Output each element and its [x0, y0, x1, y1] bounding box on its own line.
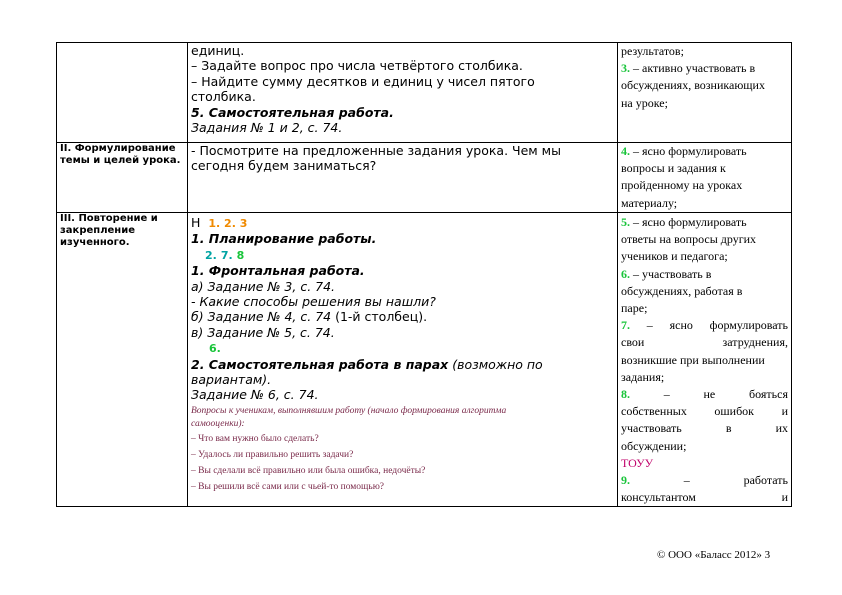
selfcheck-question: – Вы решили всё сами или с чьей-то помощью? [191, 481, 385, 492]
lesson-table [56, 42, 792, 507]
stage-label: III. Повторение и закрепление изученного. [60, 213, 158, 248]
content-line: – Задайте вопрос про числа четвёртого столбика. [191, 58, 523, 74]
content-cell [188, 143, 618, 213]
task-line: - Какие способы решения вы нашли? [191, 294, 436, 310]
result-number: 4. [621, 144, 630, 158]
section-heading: 5. Самостоятельная работа. [191, 104, 394, 120]
page-footer: © ООО «Баласс 2012» 3 [657, 549, 771, 561]
result-line: обсуждениях, возникающих [621, 78, 765, 93]
result-line: 7. – ясно формулировать [621, 318, 788, 333]
result-line: обсуждениях, работая в [621, 283, 743, 298]
result-number: 3. [621, 61, 630, 76]
stage-cell [57, 43, 188, 143]
result-line: возникшие при выполнении [621, 352, 765, 367]
result-line: 5. – ясно формулировать [621, 215, 747, 229]
marker-line: 2. 7. 8 [205, 248, 245, 262]
content-line: – Найдите сумму десятков и единиц у чисел пятого [191, 73, 535, 89]
result-line: пройденному на уроках [621, 178, 743, 193]
selfcheck-intro: самооценки): [191, 418, 245, 429]
results-cell [618, 213, 792, 507]
marker-line: 6. [209, 342, 221, 356]
toyy-label: ТОУУ [621, 455, 654, 470]
selfcheck-intro: Вопросы к ученикам, выполнявшим работу (начало формирования алгоритма [191, 405, 507, 416]
result-line: 6. – участвовать в [621, 266, 712, 281]
content-cell [188, 213, 618, 507]
result-line: результатов; [621, 44, 684, 58]
stage-cell [57, 213, 188, 507]
result-line: 9. – работать [621, 473, 788, 488]
task-line: б) Задание № 4, с. 74 (1-й столбец). [191, 309, 428, 325]
content-line: - Посмотрите на предложенные задания урока. Чем мы [191, 143, 561, 158]
selfcheck-question: – Вы сделали всё правильно или была ошибка, недочёты? [191, 466, 426, 477]
result-line: участвовать в их [621, 421, 788, 436]
section-heading: 1. Планирование работы. [191, 231, 377, 247]
section-heading: 1. Фронтальная работа. [191, 263, 365, 279]
result-line: 4. – ясно формулировать [621, 144, 747, 158]
task-line: вариантам). [191, 372, 272, 388]
result-line: ответы на вопросы других [621, 232, 757, 247]
table-row [57, 143, 792, 213]
result-line: паре; [621, 301, 648, 316]
task-line: в) Задание № 5, с. 74. [191, 324, 335, 340]
result-line: обсуждении; [621, 438, 687, 453]
result-line: 8. – не бояться [621, 387, 788, 402]
content-cell [188, 43, 618, 143]
selfcheck-question: – Удалось ли правильно решить задачи? [191, 450, 354, 461]
result-line: вопросы и задания к [621, 161, 726, 176]
result-line: 3. – активно участвовать в [621, 61, 756, 76]
result-line: на уроке; [621, 95, 668, 110]
section-heading: 2. Самостоятельная работа в парах (возможно по [191, 356, 543, 372]
results-cell [618, 143, 792, 213]
result-line: консультантом и [621, 490, 788, 505]
result-line: учеников и педагога; [621, 249, 728, 264]
content-line: единиц. [191, 43, 245, 58]
result-line: свои затруднения, [621, 335, 788, 350]
task-reference: Задания № 1 и 2, с. 74. [191, 120, 343, 136]
table-row [57, 43, 792, 143]
stage-cell [57, 143, 188, 213]
stage-label: II. Формулирование темы и целей урока. [60, 143, 181, 166]
table-row [57, 213, 792, 507]
marker-line: Н 1. 2. 3 [191, 215, 248, 230]
content-line: столбика. [191, 89, 256, 105]
result-line: собственных ошибок и [621, 404, 788, 419]
selfcheck-question: – Что вам нужно было сделать? [191, 434, 319, 445]
results-cell [618, 43, 792, 143]
result-line: материалу; [621, 195, 678, 210]
task-line: Задание № 6, с. 74. [191, 387, 319, 403]
result-line: задания; [621, 369, 665, 384]
orange-numbers: 1. 2. 3 [208, 217, 248, 230]
content-line: сегодня будем заниматься? [191, 158, 377, 174]
task-line: а) Задание № 3, с. 74. [191, 278, 336, 294]
